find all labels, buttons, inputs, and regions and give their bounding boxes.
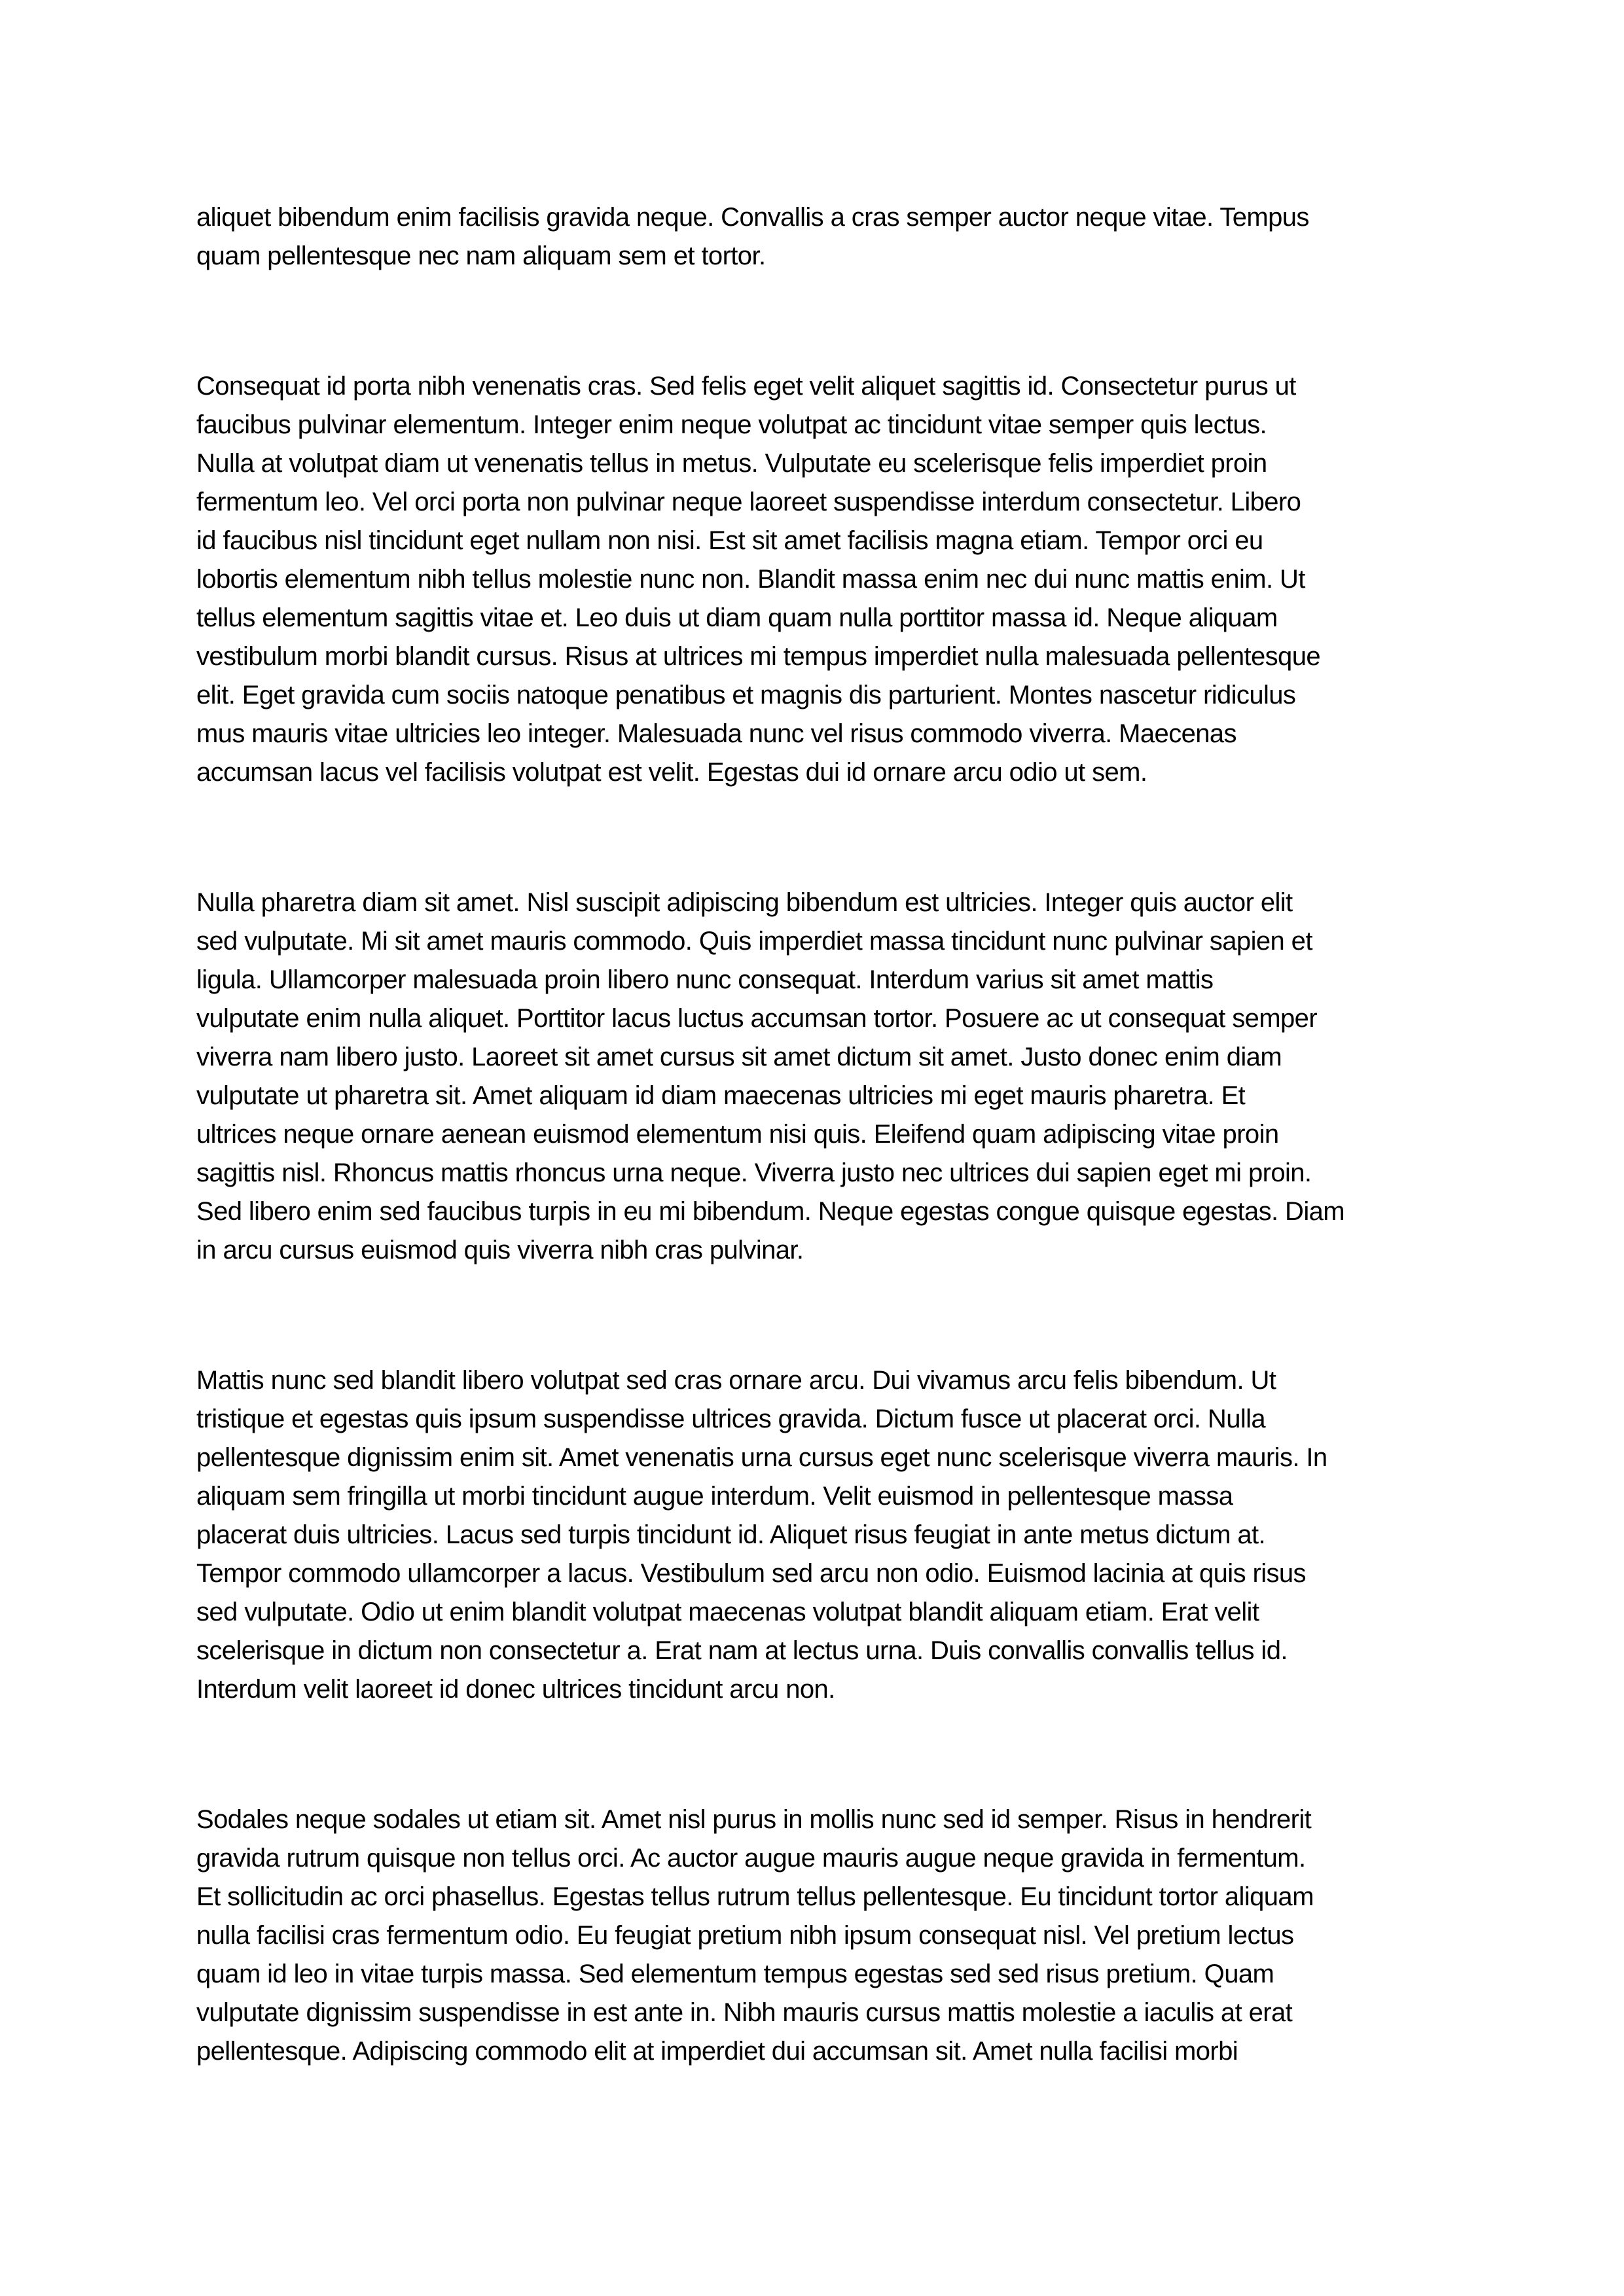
- text-line: quam pellentesque nec nam aliquam sem et tortor.: [196, 242, 766, 270]
- text-line: sed vulputate. Odio ut enim blandit volutpat maecenas volutpat blandit aliquam etiam. Erat velit: [196, 1598, 1259, 1626]
- text-line: pellentesque dignissim enim sit. Amet venenatis urna cursus eget nunc scelerisque viverra mauris. In: [196, 1443, 1327, 1472]
- text-line: lobortis elementum nibh tellus molestie nunc non. Blandit massa enim nec dui nunc mattis enim. Ut: [196, 565, 1305, 594]
- text-line: vulputate enim nulla aliquet. Porttitor lacus luctus accumsan tortor. Posuere ac ut consequat semper: [196, 1004, 1318, 1033]
- text-line: Sed libero enim sed faucibus turpis in eu mi bibendum. Neque egestas congue quisque egestas. Diam: [196, 1197, 1344, 1226]
- text-line: aliquet bibendum enim facilisis gravida neque. Convallis a cras semper auctor neque vitae. Tempus: [196, 203, 1309, 232]
- text-line: faucibus pulvinar elementum. Integer enim neque volutpat ac tincidunt vitae semper quis lectus.: [196, 410, 1267, 439]
- text-line: placerat duis ultricies. Lacus sed turpis tincidunt id. Aliquet risus feugiat in ante metus dictum at.: [196, 1520, 1266, 1549]
- text-line: tristique et egestas quis ipsum suspendisse ultrices gravida. Dictum fusce ut placerat orci. Nulla: [196, 1405, 1266, 1433]
- text-line: Mattis nunc sed blandit libero volutpat sed cras ornare arcu. Dui vivamus arcu felis bibendum. Ut: [196, 1366, 1276, 1395]
- text-line: Et sollicitudin ac orci phasellus. Egestas tellus rutrum tellus pellentesque. Eu tincidunt tortor aliquam: [196, 1882, 1314, 1911]
- text-line: quam id leo in vitae turpis massa. Sed elementum tempus egestas sed sed risus pretium. Quam: [196, 1960, 1274, 1988]
- text-line: sed vulputate. Mi sit amet mauris commodo. Quis imperdiet massa tincidunt nunc pulvinar sapien et: [196, 927, 1312, 956]
- text-line: Consequat id porta nibh venenatis cras. Sed felis eget velit aliquet sagittis id. Consectetur purus ut: [196, 372, 1296, 401]
- text-line: vestibulum morbi blandit cursus. Risus at ultrices mi tempus imperdiet nulla malesuada pellentesque: [196, 642, 1320, 671]
- text-line: in arcu cursus euismod quis viverra nibh cras pulvinar.: [196, 1236, 804, 1265]
- paragraph-3: [196, 884, 1428, 1270]
- text-line: viverra nam libero justo. Laoreet sit amet cursus sit amet dictum sit amet. Justo donec enim diam: [196, 1043, 1282, 1071]
- text-line: Tempor commodo ullamcorper a lacus. Vestibulum sed arcu non odio. Euismod lacinia at quis risus: [196, 1559, 1306, 1588]
- text-line: tellus elementum sagittis vitae et. Leo duis ut diam quam nulla porttitor massa id. Neque aliquam: [196, 603, 1278, 632]
- text-line: scelerisque in dictum non consectetur a. Erat nam at lectus urna. Duis convallis convallis tellus id.: [196, 1636, 1288, 1665]
- text-line: elit. Eget gravida cum sociis natoque penatibus et magnis dis parturient. Montes nascetur ridiculus: [196, 681, 1296, 709]
- text-line: aliquam sem fringilla ut morbi tincidunt augue interdum. Velit euismod in pellentesque massa: [196, 1482, 1233, 1511]
- text-line: gravida rutrum quisque non tellus orci. Ac auctor augue mauris augue neque gravida in fermentum.: [196, 1844, 1306, 1873]
- text-line: mus mauris vitae ultricies leo integer. Malesuada nunc vel risus commodo viverra. Maecenas: [196, 719, 1236, 748]
- text-line: accumsan lacus vel facilisis volutpat est velit. Egestas dui id ornare arcu odio ut sem.: [196, 758, 1147, 787]
- text-line: ultrices neque ornare aenean euismod elementum nisi quis. Eleifend quam adipiscing vitae proin: [196, 1120, 1279, 1149]
- text-line: ligula. Ullamcorper malesuada proin libero nunc consequat. Interdum varius sit amet mattis: [196, 965, 1214, 994]
- text-line: Nulla at volutpat diam ut venenatis tellus in metus. Vulputate eu scelerisque felis imperdiet proin: [196, 449, 1267, 478]
- document-body: [196, 198, 1428, 2071]
- text-line: id faucibus nisl tincidunt eget nullam non nisi. Est sit amet facilisis magna etiam. Tempor orci eu: [196, 526, 1263, 555]
- text-line: vulputate dignissim suspendisse in est ante in. Nibh mauris cursus mattis molestie a iaculis at erat: [196, 1998, 1293, 2027]
- text-line: sagittis nisl. Rhoncus mattis rhoncus urna neque. Viverra justo nec ultrices dui sapien eget mi proin.: [196, 1158, 1312, 1187]
- text-line: pellentesque. Adipiscing commodo elit at imperdiet dui accumsan sit. Amet nulla facilisi morbi: [196, 2037, 1238, 2066]
- paragraph-5: [196, 1801, 1428, 2071]
- text-line: Interdum velit laoreet id donec ultrices tincidunt arcu non.: [196, 1675, 835, 1704]
- text-line: vulputate ut pharetra sit. Amet aliquam id diam maecenas ultricies mi eget mauris pharetra. Et: [196, 1081, 1246, 1110]
- paragraph-4: [196, 1361, 1428, 1709]
- text-line: Nulla pharetra diam sit amet. Nisl suscipit adipiscing bibendum est ultricies. Integer quis auctor elit: [196, 888, 1293, 917]
- text-line: nulla facilisi cras fermentum odio. Eu feugiat pretium nibh ipsum consequat nisl. Vel pretium lectus: [196, 1921, 1294, 1950]
- paragraph-1: [196, 198, 1428, 276]
- text-line: Sodales neque sodales ut etiam sit. Amet nisl purus in mollis nunc sed id semper. Risus in hendrerit: [196, 1805, 1312, 1834]
- paragraph-2: [196, 367, 1428, 792]
- text-line: fermentum leo. Vel orci porta non pulvinar neque laoreet suspendisse interdum consectetur. Libero: [196, 488, 1301, 516]
